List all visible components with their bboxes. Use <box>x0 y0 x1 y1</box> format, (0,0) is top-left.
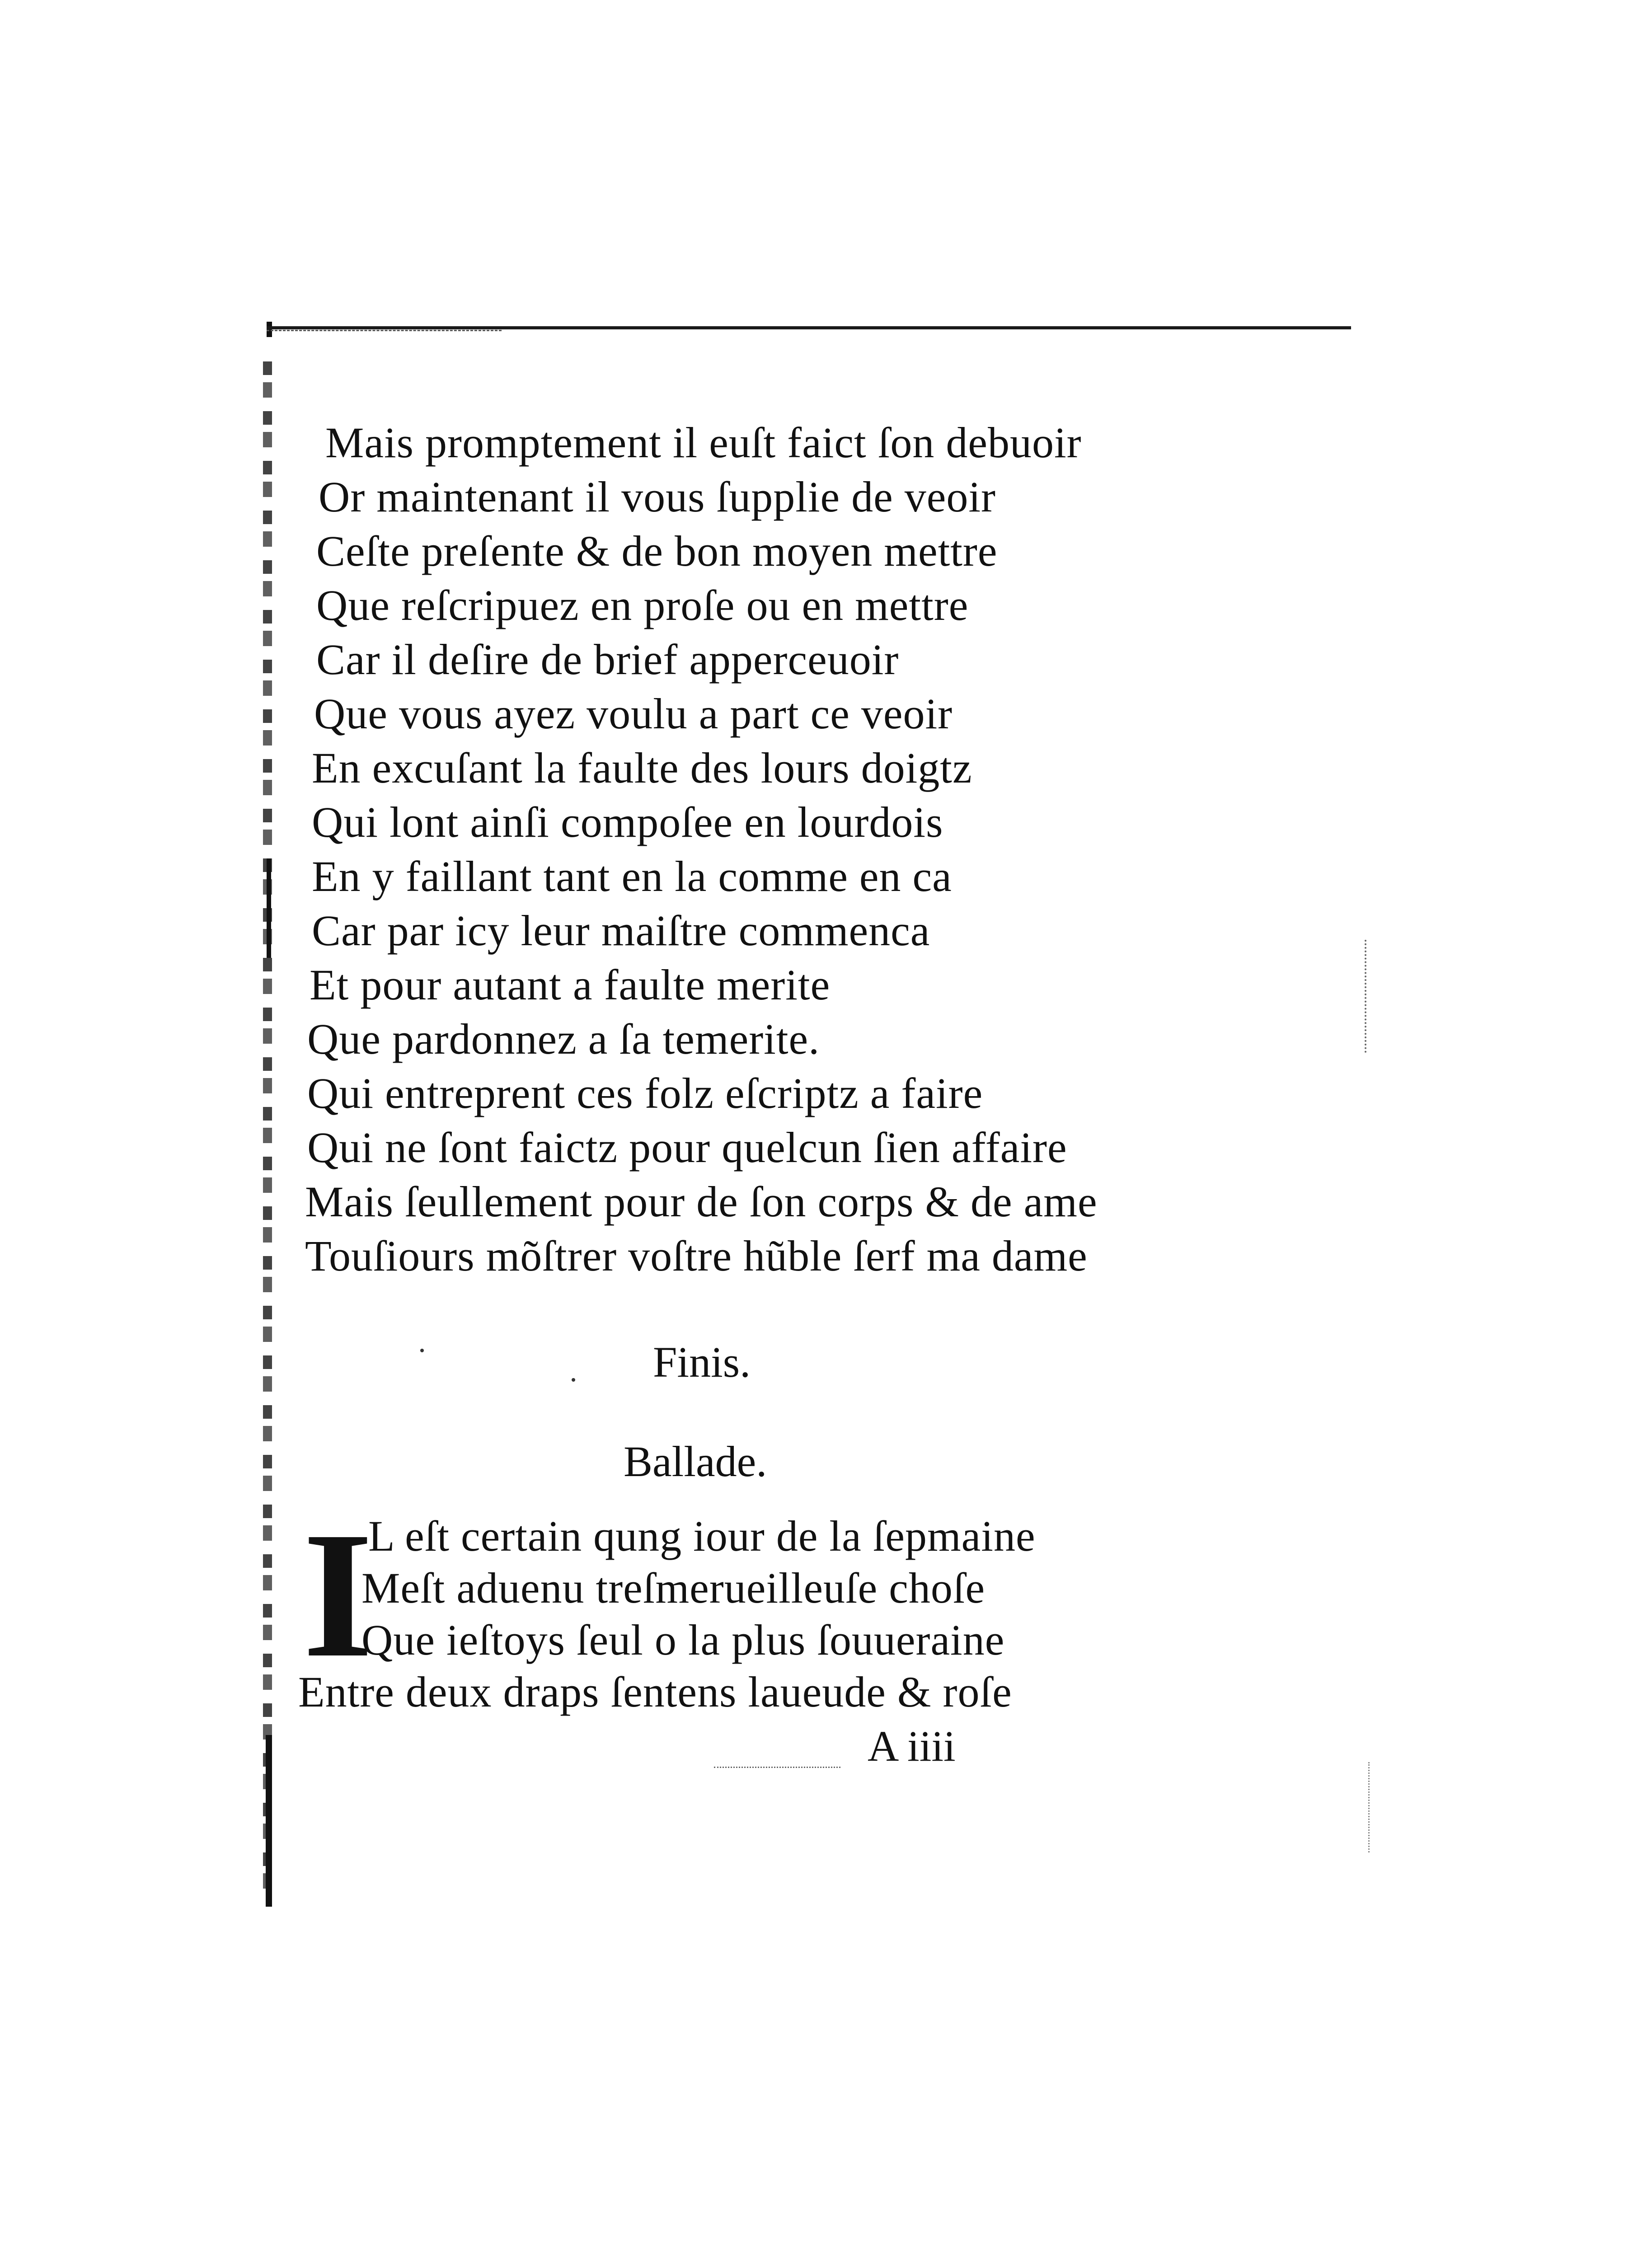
gutter-bar <box>267 858 271 958</box>
ink-speck <box>420 1349 424 1352</box>
poem-line: Que pardonnez a ſa temerite. <box>307 1015 820 1063</box>
poem-line: Car par icy leur maiſtre commenca <box>312 906 930 955</box>
poem-line: Que vous ayez voulu a part ce veoir <box>314 689 953 738</box>
ink-speck <box>572 1378 575 1382</box>
poem-line: Qui ne ſont faictz pour quelcun ſien affaire <box>307 1123 1067 1172</box>
ballade-line: Entre deux draps ſentens laueude & roſe <box>298 1668 1012 1716</box>
corner-mark <box>267 322 272 337</box>
gutter-shadow <box>263 361 272 1898</box>
top-rule-dash <box>267 330 502 333</box>
poem-line: Mais ſeullement pour de ſon corps & de ame <box>305 1177 1098 1226</box>
ballade-line: Meſt aduenu treſmerueilleuſe choſe <box>361 1564 986 1612</box>
gutter-bar <box>266 1735 272 1907</box>
poem-line: Car il deſire de brief apperceuoir <box>316 635 899 684</box>
margin-marks <box>1368 1762 1371 1852</box>
poem-line: Or maintenant il vous ſupplie de veoir <box>319 473 996 521</box>
poem-line: Qui entreprent ces folz eſcriptz a faire <box>307 1069 983 1117</box>
ballade-line: Que ieſtoys ſeul o la plus ſouueraine <box>361 1616 1005 1664</box>
ballade-title: Ballade. <box>624 1437 767 1486</box>
poem-line: En y faillant tant en la comme en ca <box>312 852 952 900</box>
poem-line: Qui lont ainſi compoſee en lourdois <box>312 798 943 846</box>
poem-line: Touſiours mõſtrer voſtre hũble ſerf ma dame <box>305 1232 1088 1280</box>
margin-marks <box>1365 940 1368 1053</box>
poem-line: En excuſant la faulte des lours doigtz <box>312 744 972 792</box>
signature-rule <box>714 1767 840 1769</box>
poem-line: Ceſte preſente & de bon moyen mettre <box>316 527 998 575</box>
poem-line: Que reſcripuez en proſe ou en mettre <box>316 581 969 629</box>
drop-cap: I <box>303 1495 373 1695</box>
poem-line: Mais promptement il euſt faict ſon debuoir <box>325 418 1082 467</box>
signature-mark: A iiii <box>868 1722 956 1770</box>
poem-line: Et pour autant a faulte merite <box>310 961 831 1009</box>
finis-label: Finis. <box>653 1338 751 1386</box>
top-rule <box>267 326 1351 329</box>
ballade-line: L eſt certain qung iour de la ſepmaine <box>368 1512 1036 1560</box>
